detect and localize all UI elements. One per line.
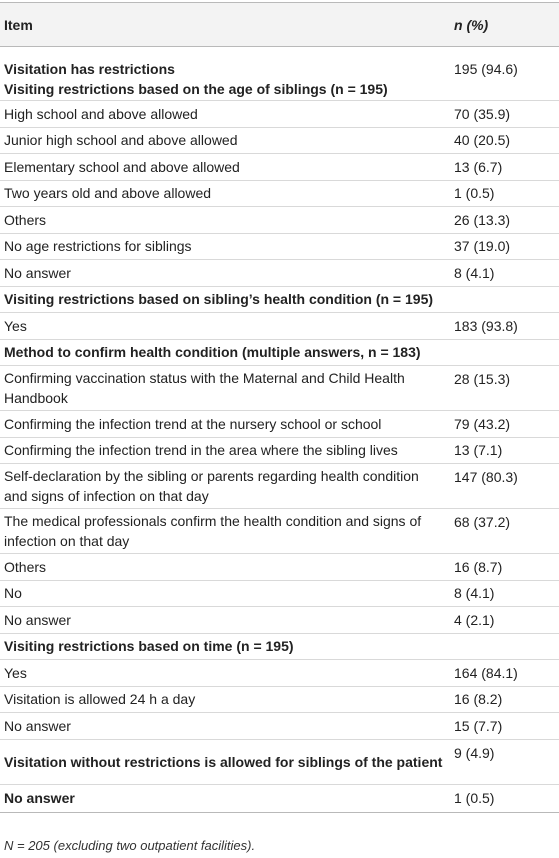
table-row: Self-declaration by the sibling or parents regarding health condition and signs of infection on that day 147 (80.3) <box>0 464 559 509</box>
table-row: Junior high school and above allowed 40 (20.5) <box>0 128 559 155</box>
table-row: Others 26 (13.3) <box>0 207 559 234</box>
table-row: Confirming the infection trend at the nursery school or school 79 (43.2) <box>0 411 559 438</box>
table-row: No answer 4 (2.1) <box>0 607 559 634</box>
table-row: No age restrictions for siblings 37 (19.0) <box>0 234 559 261</box>
table-row: No 8 (4.1) <box>0 581 559 608</box>
table-row: Visitation has restrictions 195 (94.6) <box>4 61 518 77</box>
header-value: n (%) <box>454 16 489 33</box>
table-row: Two years old and above allowed 1 (0.5) <box>0 181 559 208</box>
table-row: High school and above allowed 70 (35.9) <box>0 101 559 128</box>
table-row: No answer 15 (7.7) <box>0 713 559 740</box>
table-row: No answer 8 (4.1) <box>0 260 559 287</box>
table-row: Visiting restrictions based on sibling’s health condition (n = 195) <box>0 287 559 314</box>
table-row: Yes 164 (84.1) <box>0 660 559 687</box>
table-footnote: N = 205 (excluding two outpatient facilities). <box>4 838 256 853</box>
table-row: Visiting restrictions based on time (n = 195) <box>0 634 559 661</box>
table-row: Elementary school and above allowed 13 (6.7) <box>0 154 559 181</box>
table-row: Visitation is allowed 24 h a day 16 (8.2) <box>0 687 559 714</box>
table-header <box>0 2 559 47</box>
table-row: Confirming the infection trend in the area where the sibling lives 13 (7.1) <box>0 438 559 465</box>
table-row: Method to confirm health condition (multiple answers, n = 183) <box>0 340 559 367</box>
table-row: Visitation without restrictions is allowed for siblings of the patient 9 (4.9) <box>0 740 559 785</box>
table-row: Visiting restrictions based on the age of siblings (n = 195) <box>0 79 559 101</box>
table-row: Others 16 (8.7) <box>0 554 559 581</box>
header-item: Item <box>4 16 33 33</box>
table-row: The medical professionals confirm the health condition and signs of infection on that day 68 (37.2) <box>0 509 559 554</box>
table-row: Yes 183 (93.8) <box>0 313 559 340</box>
table-row: Confirming vaccination status with the Maternal and Child Health Handbook 28 (15.3) <box>0 366 559 411</box>
data-table <box>0 2 559 813</box>
table-row: No answer 1 (0.5) <box>0 785 559 813</box>
